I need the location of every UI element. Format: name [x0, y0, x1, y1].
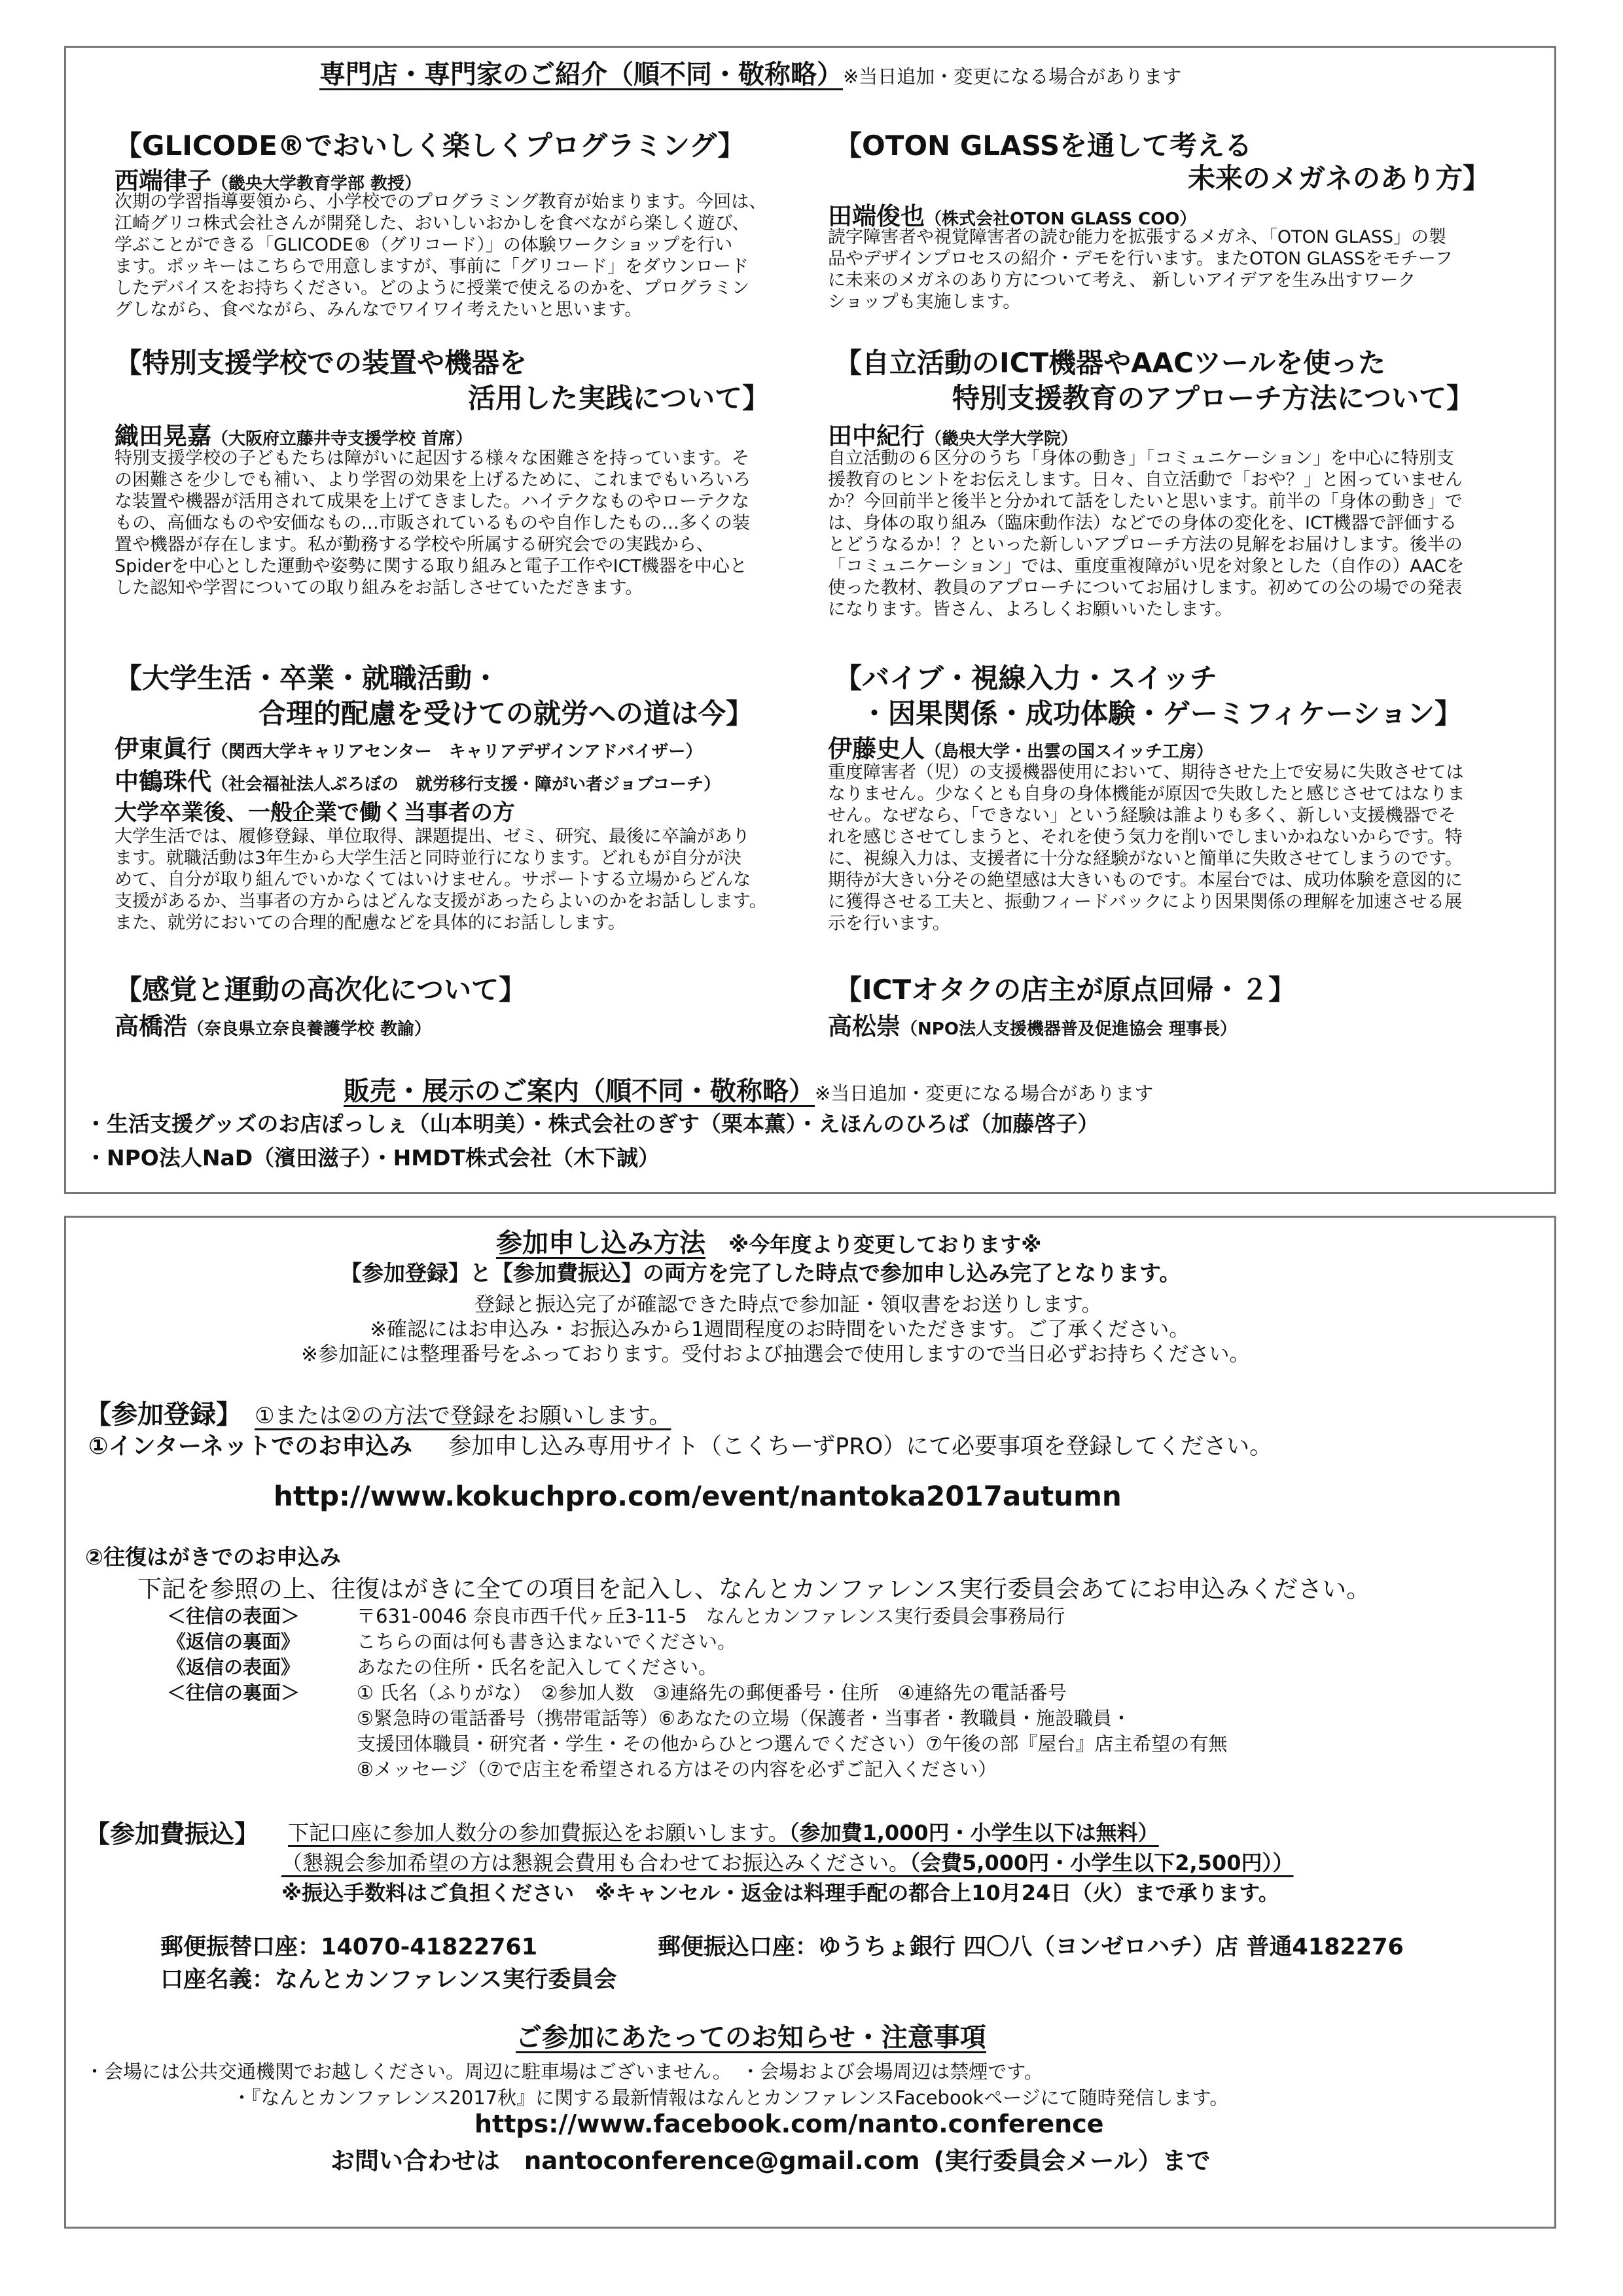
registration-note: 登録と振込完了が確認できた時点で参加証・領収書をお送りします。	[474, 1293, 1102, 1316]
desc-line: 期待が大きい分その絶望感は大きいものです。本屋台では、成功体験を意図的に	[828, 870, 1463, 891]
desc-line: 支援があるか、当事者の方からはどんな支援があったらよいのかをお話しします。	[115, 891, 767, 911]
postcard-label: ②往復はがきでのお申込み	[85, 1544, 341, 1570]
desc-line: 「コミュニケーション」では、重度重複障がい児を対象とした（自作の）AACを	[828, 556, 1465, 576]
contact-label: お問い合わせは	[330, 2147, 500, 2175]
expert-affiliation: （畿央大学大学院）	[925, 429, 1079, 449]
expert-affiliation: （NPO法人支援機器普及促進協会 理事長）	[901, 1019, 1237, 1039]
facebook-link[interactable]: https://www.facebook.com/nanto.conference	[474, 2110, 1104, 2138]
experts-note: ※当日追加・変更になる場合があります	[843, 65, 1182, 88]
postcard-more: ⑤緊急時の電話番号（携帯電話等）⑥あなたの立場（保護者・当事者・教職員・施設職員・	[357, 1707, 1131, 1729]
registration-lead: 【参加登録】と【参加費振込】の両方を完了した時点で参加申し込み完了となります。	[340, 1260, 1181, 1286]
desc-line: な装置や機器が活用されて成果を上げてきました。ハイテクなものやローテクな	[115, 491, 749, 512]
expert-title-vibe: 【バイブ・視線入力・スイッチ	[834, 662, 1218, 694]
desc-line: は、身体の取り組み（臨床動作法）などでの身体の変化を、ICT機器で評価する	[828, 513, 1457, 533]
expert-name: 田中紀行	[828, 422, 925, 450]
sales-heading-row	[344, 1070, 1153, 1108]
desc-line: したデバイスをお持ちください。どのように授業で使えるのかを、プログラミン	[115, 278, 750, 298]
expert-title-jiritsu: 【自立活動のICT機器やAACツールを使った	[834, 347, 1386, 379]
registration-note: ※確認にはお申込み・お振込みから1週間程度のお時間をいただきます。ご了承ください。	[370, 1318, 1190, 1341]
expert-name: 中鶴珠代	[115, 768, 211, 796]
reg-note: ①または②の方法で登録をお願いします。	[255, 1403, 671, 1429]
desc-line: 江崎グリコ株式会社さんが開発した、おいしいおかしを食べながら楽しく遊び、	[115, 213, 750, 234]
desc-line: 置や機器が存在します。私が勤務する学校や所属する研究会での実践から、	[115, 535, 714, 555]
expert-name: 西端律子	[115, 167, 211, 195]
desc-line: グしながら、食べながら、みんなでワイワイ考えたいと思います。	[115, 300, 643, 320]
postcard-row-label: 《返信の表面》	[167, 1656, 300, 1678]
fee-line-1b: （参加費1,000円・小学生以下は無料）	[789, 1820, 1159, 1845]
postcard-row-label: ＜往信の表面＞	[167, 1605, 300, 1627]
postcard-row-text: こちらの面は何も書き込まないでください。	[357, 1631, 737, 1653]
fee-line-1	[288, 1816, 1159, 1846]
registration-heading: 参加申し込み方法	[496, 1228, 705, 1258]
desc-line: めて、自分が取り組んでいかなくてはいけません。サポートする立場からどんな	[115, 870, 751, 890]
notice-line-2: ・『なんとカンファレンス2017秋』に関する最新情報はなんとカンファレンスFacebookページにて随時発信します。	[232, 2087, 1229, 2109]
desc-line: の困難さを少しでも補い、より学習の効果を上げるために、これまでもいろいろ	[115, 470, 751, 490]
fee-label: 【参加費振込】	[85, 1820, 260, 1848]
expert-name-row	[828, 416, 1078, 451]
desc-line: 自立活動の６区分のうち「身体の動き」「コミュニケーション」を中心に特別支	[828, 448, 1454, 468]
desc-line: ます。ポッキーはこちらで用意しますが、事前に「グリコード」をダウンロード	[115, 256, 749, 277]
postcard-row-text: あなたの住所・氏名を記入してください。	[357, 1656, 718, 1678]
desc-line: に、視線入力は、支援者に十分な経験がないと簡単に失敗させてしまうのです。	[828, 849, 1463, 869]
expert-title-vibe-2: ・因果関係・成功体験・ゲーミフィケーション】	[861, 698, 1462, 730]
internet-row	[88, 1428, 1272, 1461]
reg-label-row	[85, 1394, 671, 1431]
experts-heading-row	[319, 54, 1181, 91]
postcard-row-text: ① 氏名（ふりがな） ②参加人数 ③連絡先の郵便番号・住所 ④連絡先の電話番号	[357, 1682, 1067, 1704]
registration-heading-row	[496, 1222, 1041, 1260]
expert-title-tokubetsu: 【特別支援学校での装置や機器を	[115, 347, 527, 379]
contact-row	[330, 2141, 1211, 2176]
expert-description	[828, 448, 1464, 620]
desc-line: になります。皆さん、よろしくお願いいたします。	[828, 599, 1233, 620]
expert-name-row	[115, 729, 702, 764]
account-2: 郵便振込口座：ゆうちょ銀行 四〇八（ヨンゼロハチ）店 普通4182276	[658, 1934, 1404, 1960]
desc-line: 読字障害者や視覚障害者の読む能力を拡張するメガネ、「OTON GLASS」の製	[828, 227, 1446, 247]
registration-url-link[interactable]: http://www.kokuchpro.com/event/nantoka2017autumn	[274, 1480, 1122, 1512]
expert-affiliation: （島根大学・出雲の国スイッチ工房）	[925, 742, 1213, 762]
notice-line-1: ・会場には公共交通機関でお越しください。周辺に駐車場はございません。 ・会場および会場周辺は禁煙です。	[85, 2060, 1043, 2083]
expert-subtitle: 大学卒業後、一般企業で働く当事者の方	[115, 800, 515, 826]
desc-line: ます。就職活動は3年生から大学生活と同時並行になります。どれもが自分が決	[115, 848, 741, 868]
desc-line: 大学生活では、履修登録、単位取得、課題提出、ゼミ、研究、最後に卒論があり	[115, 826, 750, 847]
expert-title-jiritsu-2: 特別支援教育のアプローチ方法について】	[952, 382, 1474, 414]
expert-name-row	[115, 416, 473, 451]
desc-line: に獲得させる工夫と、振動フィードバックにより因果関係の理解を加速させる展	[828, 892, 1463, 912]
postcard-more: ⑧メッセージ（⑦で店主を希望される方はその内容を必ずご記入ください）	[357, 1758, 997, 1780]
sales-heading: 販売・展示のご案内（順不同・敬称略）	[344, 1076, 815, 1106]
expert-title-kankaku: 【感覚と運動の高次化について】	[115, 974, 527, 1006]
registration-note: ※参加証には整理番号をふっております。受付および抽選会で使用しますので当日必ずお持ちください。	[301, 1343, 1250, 1366]
experts-heading: 専門店・専門家のご紹介（順不同・敬称略）	[319, 60, 843, 90]
expert-affiliation: （大阪府立藤井寺支援学校 首席）	[211, 429, 473, 449]
desc-line: れを感じさせてしまうと、それを使う気力を削いでしまいかねないからです。特	[828, 827, 1463, 847]
desc-line: 重度障害者（児）の支援機器使用において、期待させた上で安易に失敗させては	[828, 762, 1464, 783]
account-1: 郵便振替口座：14070-41822761	[160, 1934, 538, 1960]
desc-line: 学ぶことができる「GLICODE®（グリコード）」の体験ワークショップを行い	[115, 235, 733, 255]
desc-line: Spiderを中心とした運動や姿勢に関する取り組みと電子工作やICT機器を中心と	[115, 556, 747, 576]
sales-line: ・NPO法人NaD（濱田滋子）・HMDT株式会社（木下誠）	[85, 1145, 660, 1171]
expert-name-row	[115, 762, 721, 797]
expert-name: 伊東眞行	[115, 735, 211, 763]
desc-line: せん。なぜなら、「できない」という経験は誰よりも多く、新しい支援機器でそ	[828, 805, 1456, 826]
postcard-lead: 下記を参照の上、往復はがきに全ての項目を記入し、なんとカンファレンス実行委員会あてにお申込みください。	[137, 1575, 1371, 1603]
desc-line: 援教育のヒントをお伝えします。日々、自立活動で「おや？」と困っていません	[828, 470, 1463, 490]
expert-name-row	[115, 1006, 431, 1042]
internet-text: 参加申し込み専用サイト（こくちーずPRO）にて必要事項を登録してください。	[448, 1434, 1273, 1460]
desc-line: か？今回前半と後半と分かれて話をしたいと思います。前半の「身体の動き」で	[828, 491, 1463, 512]
expert-name: 織田晃嘉	[115, 422, 211, 450]
expert-description	[115, 191, 766, 321]
sales-line: ・生活支援グッズのお店ぽっしぇ（山本明美）・株式会社のぎす（栗本薫）・えほんのひろば（加藤啓子）	[85, 1111, 1099, 1137]
internet-label: ①インターネットでのお申込み	[88, 1433, 413, 1460]
fee-line-2a: （懇親会参加希望の方は懇親会費用も合わせてお振込みください。	[281, 1850, 910, 1875]
expert-affiliation: （株式会社OTON GLASS COO）	[925, 209, 1197, 229]
expert-title-tokubetsu-2: 活用した実践について】	[468, 382, 770, 414]
fee-line-2b: （会費5,000円・小学生以下2,500円））	[910, 1850, 1294, 1875]
postcard-row-label: ＜往信の裏面＞	[167, 1682, 300, 1704]
desc-line: また、就労においての合理的配慮などを具体的にお話しします。	[115, 913, 626, 933]
expert-affiliation: （奈良県立奈良養護学校 教諭）	[187, 1019, 432, 1039]
desc-line: 品やデザインプロセスの紹介・デモを行います。またOTON GLASSをモチーフ	[828, 249, 1453, 269]
expert-title-glicode: 【GLICODE®でおいしく楽しくプログラミング】	[115, 130, 745, 162]
expert-affiliation: （社会福祉法人ぷろぼの 就労移行支援・障がい者ジョブコーチ）	[211, 775, 721, 794]
desc-line: 次期の学習指導要領から、小学校でのプログラミング教育が始まります。今回は、	[115, 192, 767, 212]
desc-line: した認知や学習についての取り組みをお話しさせていただきます。	[115, 578, 643, 598]
account-name: 口座名義：なんとカンファレンス実行委員会	[160, 1967, 617, 1993]
expert-name-row	[828, 1006, 1237, 1042]
desc-line: ショップも実施します。	[828, 292, 1021, 312]
contact-email-link[interactable]: nantoconference@gmail.com	[524, 2147, 920, 2175]
desc-line: 特別支援学校の子どもたちは障がいに起因する様々な困難さを持っています。そ	[115, 448, 749, 468]
desc-line: 示を行います。	[828, 913, 950, 934]
postcard-more: 支援団体職員・研究者・学生・その他からひとつ選んでください）⑦午後の部『屋台』店主希望の有無	[357, 1733, 1228, 1755]
expert-title-ict: 【ICTオタクの店主が原点回帰・２】	[834, 974, 1296, 1006]
expert-description	[115, 448, 751, 599]
registration-heading-note: ※今年度より変更しております※	[728, 1232, 1042, 1257]
fee-line-1a: 下記口座に参加人数分の参加費振込をお願いします。	[288, 1820, 789, 1845]
sales-note: ※当日追加・変更になる場合があります	[815, 1082, 1154, 1104]
expert-name: 高橋浩	[115, 1012, 187, 1040]
postcard-row-text: 〒631-0046 奈良市西千代ヶ丘3-11-5 なんとカンファレンス実行委員会事務局行	[357, 1605, 1065, 1627]
desc-line: とどうなるか！？といった新しいアプローチ方法の見解をお届けします。後半の	[828, 535, 1463, 555]
expert-name: 田端俊也	[828, 202, 925, 230]
expert-name-row	[828, 729, 1213, 764]
expert-title-oton-2: 未来のメガネのあり方】	[1188, 162, 1491, 194]
expert-description	[828, 762, 1465, 934]
desc-line: もの、高価なものや安価なもの…市販されているものや自作したもの…多くの装	[115, 513, 750, 533]
expert-title-daigaku: 【大学生活・卒業・就職活動・	[115, 662, 500, 694]
expert-affiliation: （畿央大学教育学部 教授）	[211, 174, 422, 194]
reg-label: 【参加登録】	[85, 1400, 242, 1430]
fee-line-2	[281, 1846, 1293, 1877]
expert-description	[115, 826, 767, 934]
expert-title-daigaku-2: 合理的配慮を受けての就労への道は今】	[259, 698, 754, 730]
fee-line-3: ※振込手数料はご負担ください ※キャンセル・返金は料理手配の都合上10月24日（火）まで承ります。	[281, 1881, 1279, 1905]
expert-affiliation: （関西大学キャリアセンター キャリアデザインアドバイザー）	[211, 742, 703, 762]
contact-suffix: (実行委員会メール）まで	[933, 2147, 1211, 2175]
expert-name: 伊藤史人	[828, 735, 925, 763]
desc-line: に未来のメガネのあり方について考え、 新しいアイデアを生み出すワーク	[828, 270, 1416, 291]
expert-name: 高松崇	[828, 1012, 901, 1040]
desc-line: 使った教材、教員のアプローチについてお届けします。初めての公の場での発表	[828, 578, 1463, 598]
postcard-row-label: 《返信の裏面》	[167, 1631, 300, 1653]
expert-title-oton: 【OTON GLASSを通して考える	[834, 130, 1253, 162]
expert-description	[828, 226, 1453, 313]
desc-line: なりません。少なくとも自身の身体機能が原因で失敗したと感じさせてはなりま	[828, 784, 1465, 804]
notice-heading: ご参加にあたってのお知らせ・注意事項	[516, 2022, 986, 2053]
